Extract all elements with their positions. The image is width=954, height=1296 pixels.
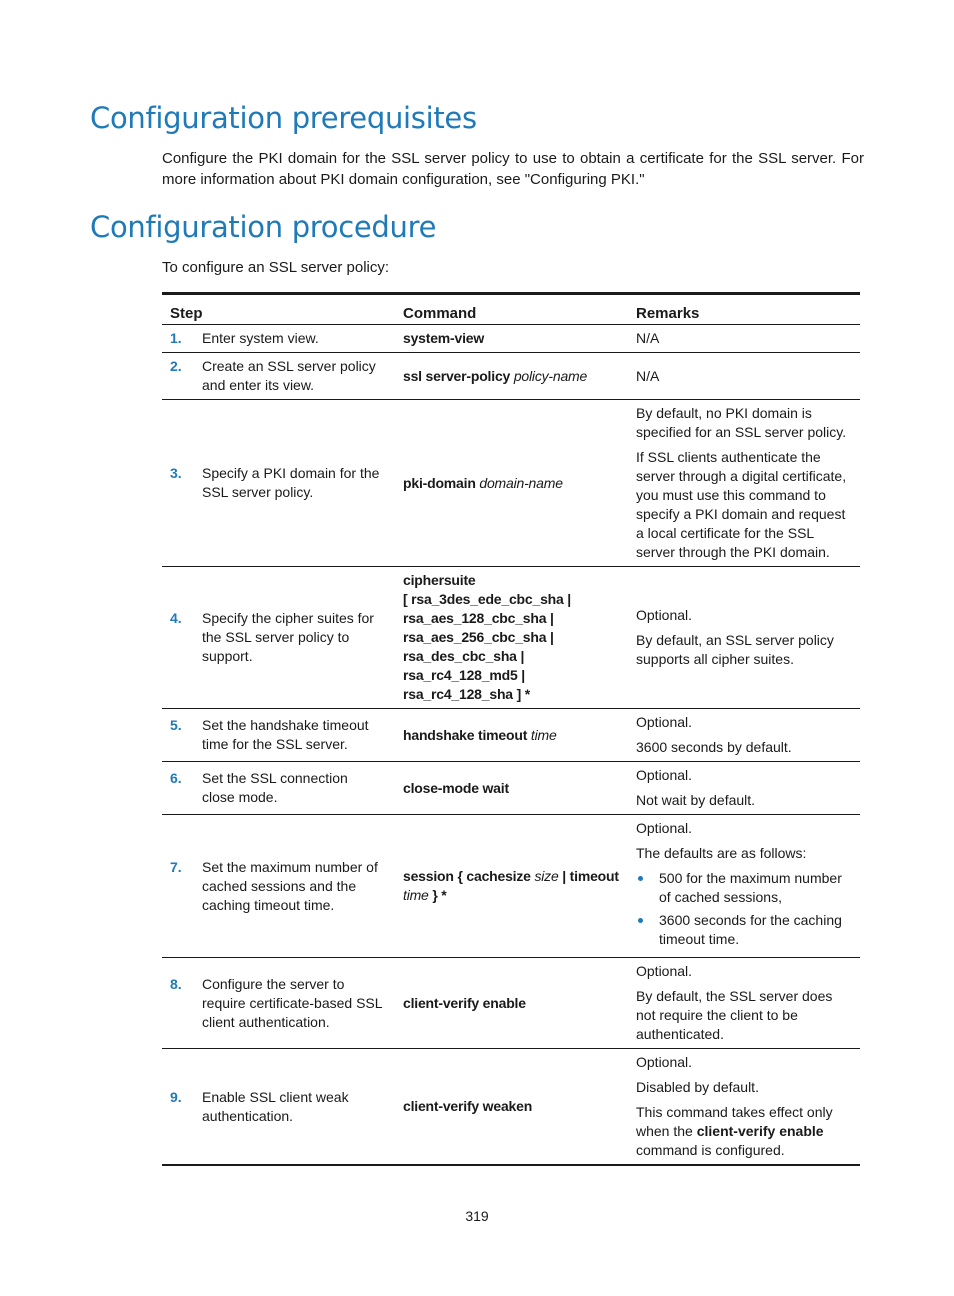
keyword-text: close-mode wait	[403, 779, 509, 796]
command-cell	[395, 815, 628, 958]
bullet-text: 3600 seconds for the caching timeout time.	[659, 912, 842, 947]
page-number: 319	[465, 1208, 489, 1224]
step-description: Enable SSL client weak authentication.	[202, 1088, 349, 1124]
step-number: 8.	[170, 975, 182, 992]
table-row	[162, 709, 860, 762]
keyword-text: rsa_rc4_128_md5	[403, 667, 518, 683]
keyword-text: rsa_rc4_128_sha	[403, 686, 513, 702]
remarks-bullet-item	[636, 869, 854, 907]
step-description: Configure the server to require certificate-based SSL client authentication.	[202, 975, 383, 1030]
remarks-paragraph: Not wait by default.	[636, 792, 756, 808]
step-cell	[162, 709, 395, 762]
remarks-content	[636, 713, 854, 757]
remarks-paragraph: By default, no PKI domain is specified for an SSL server policy.	[636, 405, 847, 440]
remarks-paragraph: Optional.	[636, 1054, 693, 1070]
step-description: Set the maximum number of cached sessions and the caching timeout time.	[202, 858, 378, 913]
keyword-text: system-view	[403, 330, 485, 346]
prerequisites-paragraph: Configure the PKI domain for the SSL server policy to use to obtain a certificate for the SSL server. For more information about PKI domain configuration, see "Configuring PKI."	[162, 150, 864, 188]
command-cell	[395, 958, 628, 1049]
heading-configuration-procedure: Configuration procedure	[90, 210, 437, 244]
remarks-paragraph: If SSL clients authenticate the server through a digital certificate, you must use this command to specify a PKI domain and request a local certificate for the SSL server through the PKI domain.	[636, 449, 847, 560]
argument-text: size	[534, 868, 559, 884]
remarks-paragraph: Optional.	[636, 607, 693, 623]
plain-text: |	[516, 648, 525, 664]
remarks-paragraph: Optional.	[636, 714, 693, 730]
keyword-text: timeout	[569, 868, 619, 884]
table-row	[162, 958, 860, 1049]
command-cell	[395, 325, 628, 353]
step-item	[170, 329, 389, 348]
remarks-cell	[628, 325, 860, 353]
step-number: 5.	[170, 717, 182, 733]
command-syntax	[403, 994, 622, 1013]
plain-text: This command takes effect only when the	[636, 1104, 833, 1139]
table-row	[162, 567, 860, 709]
keyword-text: client-verify enable	[696, 1123, 824, 1139]
step-number: 6.	[170, 770, 182, 786]
remarks-content	[636, 766, 854, 810]
plain-text: |	[517, 667, 525, 683]
keyword-text: cachesize	[466, 868, 531, 884]
remarks-content	[636, 1053, 854, 1160]
remarks-paragraph: 3600 seconds by default.	[636, 739, 792, 755]
plain-text: |	[558, 868, 570, 884]
remarks-paragraph: N/A	[636, 367, 660, 384]
command-cell	[395, 353, 628, 400]
argument-text: time	[530, 726, 557, 743]
keyword-text: session	[403, 868, 454, 884]
step-description: Set the SSL connection close mode.	[202, 770, 348, 805]
table-row	[162, 400, 860, 567]
table-body	[162, 325, 860, 1166]
heading-configuration-prerequisites: Configuration prerequisites	[90, 101, 477, 135]
remarks-paragraph: Disabled by default.	[636, 1079, 759, 1095]
remarks-content	[636, 329, 854, 348]
step-description: Enter system view.	[202, 330, 319, 346]
keyword-text: rsa_aes_128_cbc_sha	[403, 610, 547, 626]
remarks-paragraph: Optional.	[636, 767, 693, 783]
command-syntax	[403, 367, 622, 386]
step-item	[170, 858, 389, 915]
command-cell	[395, 1049, 628, 1166]
argument-text: policy-name	[513, 367, 588, 384]
command-syntax	[403, 726, 622, 745]
keyword-text: rsa_des_cbc_sha	[403, 648, 517, 664]
bullet-text: 500 for the maximum number of cached sessions,	[659, 870, 842, 905]
plain-text: |	[546, 610, 554, 626]
command-syntax	[403, 1097, 622, 1116]
table-row	[162, 815, 860, 958]
table-header-row	[162, 294, 860, 325]
keyword-text: rsa_3des_ede_cbc_sha	[411, 591, 564, 607]
remarks-paragraph: N/A	[636, 330, 660, 346]
command-syntax	[403, 867, 622, 905]
remarks-cell	[628, 400, 860, 567]
plain-text: |	[563, 591, 572, 607]
keyword-text: client-verify weaken	[403, 1098, 533, 1114]
step-item	[170, 464, 389, 502]
remarks-cell	[628, 567, 860, 709]
command-syntax	[403, 571, 622, 704]
keyword-text: client-verify enable	[403, 994, 526, 1011]
step-number: 9.	[170, 1088, 182, 1105]
remarks-paragraph: Optional.	[636, 963, 693, 979]
remarks-paragraph: The defaults are as follows:	[636, 845, 807, 861]
remarks-cell	[628, 958, 860, 1049]
remarks-content	[636, 404, 854, 562]
header-remarks: Remarks	[636, 305, 700, 322]
remarks-cell	[628, 815, 860, 958]
remarks-cell	[628, 709, 860, 762]
step-cell	[162, 815, 395, 958]
table-row	[162, 1049, 860, 1166]
step-item	[170, 716, 389, 754]
step-cell	[162, 400, 395, 567]
procedure-intro: To configure an SSL server policy:	[162, 259, 390, 276]
plain-text: ] *	[512, 686, 530, 702]
keyword-text: rsa_aes_256_cbc_sha	[403, 629, 547, 645]
command-cell	[395, 709, 628, 762]
step-number: 3.	[170, 465, 182, 481]
header-step: Step	[170, 305, 203, 322]
step-item	[170, 975, 389, 1032]
command-cell	[395, 762, 628, 815]
header-command: Command	[403, 305, 477, 322]
command-cell	[395, 400, 628, 567]
step-description: Specify a PKI domain for the SSL server policy.	[202, 465, 380, 500]
step-item	[170, 1088, 389, 1126]
step-cell	[162, 353, 395, 400]
step-cell	[162, 1049, 395, 1166]
table-row	[162, 353, 860, 400]
step-cell	[162, 325, 395, 353]
step-cell	[162, 567, 395, 709]
argument-text: domain-name	[479, 474, 563, 491]
step-description: Set the handshake timeout time for the SSL server.	[202, 717, 369, 752]
command-syntax	[403, 779, 622, 798]
bullet-dot-icon	[638, 876, 643, 881]
remarks-content	[636, 819, 854, 949]
table-row	[162, 325, 860, 353]
remarks-content	[636, 962, 854, 1044]
bullet-dot-icon	[638, 918, 643, 923]
command-syntax	[403, 474, 622, 493]
step-number: 1.	[170, 330, 182, 346]
remarks-paragraph	[636, 1103, 854, 1160]
step-cell	[162, 958, 395, 1049]
plain-text: {	[453, 868, 467, 884]
plain-text: command is configured.	[636, 1142, 785, 1158]
step-item	[170, 609, 389, 666]
step-cell	[162, 762, 395, 815]
table-row	[162, 762, 860, 815]
remarks-cell	[628, 1049, 860, 1166]
command-syntax	[403, 329, 622, 348]
plain-text: [	[403, 591, 412, 607]
step-description: Create an SSL server policy and enter its view.	[202, 358, 376, 393]
plain-text: } *	[428, 887, 447, 903]
keyword-text: handshake timeout	[403, 726, 528, 743]
step-description: Specify the cipher suites for the SSL server policy to support.	[202, 610, 374, 664]
remarks-content	[636, 606, 854, 669]
step-number: 2.	[170, 358, 182, 374]
plain-text: |	[546, 629, 554, 645]
remarks-bullet-item	[636, 911, 854, 949]
step-number: 7.	[170, 858, 182, 875]
command-cell	[395, 567, 628, 709]
remarks-paragraph: By default, an SSL server policy supports all cipher suites.	[636, 632, 834, 667]
remarks-cell	[628, 353, 860, 400]
keyword-text: ssl server-policy	[403, 367, 511, 384]
step-item	[170, 357, 389, 395]
remarks-paragraph: Optional.	[636, 820, 693, 836]
step-item	[170, 769, 389, 807]
step-number: 4.	[170, 610, 182, 626]
remarks-paragraph: By default, the SSL server does not require the client to be authenticated.	[636, 988, 833, 1042]
configuration-table	[162, 292, 860, 1166]
keyword-text: ciphersuite	[403, 572, 476, 588]
argument-text: time	[403, 887, 429, 903]
remarks-bullet-list	[636, 869, 854, 949]
remarks-cell	[628, 762, 860, 815]
remarks-content	[636, 367, 854, 386]
keyword-text: pki-domain	[403, 474, 476, 491]
